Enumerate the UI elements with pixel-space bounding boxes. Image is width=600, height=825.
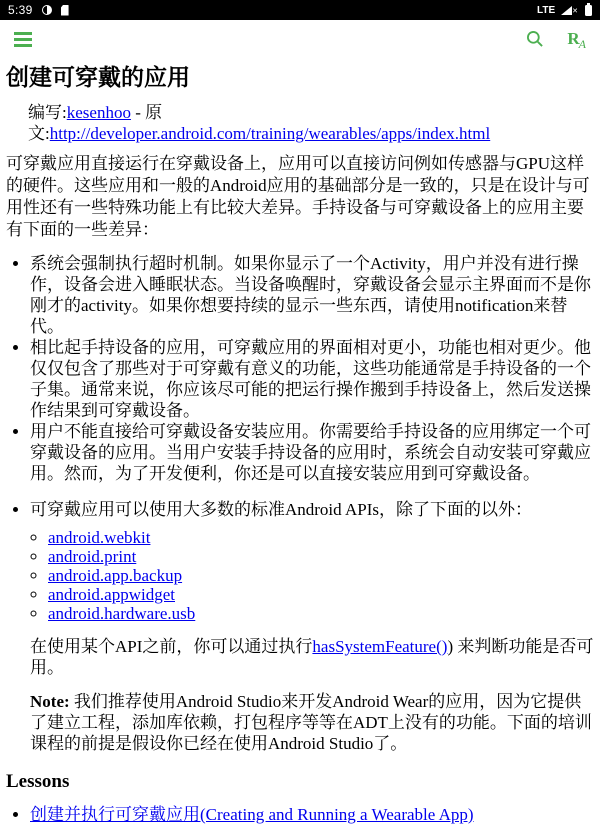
apis-intro-text: 可穿戴应用可以使用大多数的标准Android APIs，除了下面的以外： <box>30 500 532 519</box>
list-item <box>30 499 594 754</box>
api-check-paragraph <box>30 636 594 678</box>
api-check-after: ) 来判断功能是否可用。 <box>30 637 594 677</box>
font-settings-button[interactable] <box>567 29 586 51</box>
api-link[interactable]: android.hardware.usb <box>48 604 196 623</box>
list-item: • 系统会强制执行超时机制。如果你显示了一个Activity，用户并没有进行操作，设备会进入睡眠状态。当设备唤醒时，穿戴设备会显示主界面而不是你刚才的activity。如果你想要持续的显示一些东西，请使用notification来替代。 <box>30 253 594 337</box>
source-url-link[interactable]: http://developer.android.com/training/wearables/apps/index.html <box>49 124 491 143</box>
clock-time: 5:39 <box>8 3 33 17</box>
api-link[interactable]: android.app.backup <box>48 566 183 585</box>
list-item: • 相比起手持设备的应用，可穿戴应用的界面相对更小，功能也相对更少。他仅仅包含了那些对于可穿戴有意义的功能，这些功能通常是手持设备的一个子集。通常来说，你应该尽可能的把运行操作搬到手持设备上，然后发送操作结果到可穿戴设备。 <box>30 337 594 421</box>
list-item <box>48 604 594 623</box>
list-item <box>30 804 594 825</box>
api-link[interactable]: android.webkit <box>48 528 151 547</box>
article-content <box>0 64 600 825</box>
lesson-link[interactable]: 创建并执行可穿戴应用(Creating and Running a Wearable App) <box>30 805 474 824</box>
note-label: Note: <box>30 692 70 711</box>
sim-card-icon <box>61 5 69 16</box>
note-paragraph <box>30 691 594 754</box>
menu-button[interactable] <box>14 32 32 47</box>
network-type-label: LTE <box>536 4 556 16</box>
list-item <box>48 547 594 566</box>
battery-icon <box>585 5 592 16</box>
excluded-apis-list <box>30 528 594 623</box>
status-bar <box>0 0 600 20</box>
signal-strength-icon: ✕ <box>561 6 578 15</box>
app-toolbar <box>0 20 600 58</box>
search-button[interactable] <box>525 29 545 49</box>
differences-list <box>6 253 594 754</box>
search-icon <box>525 29 545 49</box>
font-settings-icon: RA <box>567 29 586 51</box>
hamburger-icon <box>14 32 32 47</box>
api-check-before: 在使用某个API之前，你可以通过执行 <box>30 637 313 656</box>
api-link[interactable]: android.print <box>48 547 137 566</box>
list-item <box>48 585 594 604</box>
note-text: 我们推荐使用Android Studio来开发Android Wear的应用，因为它提供了建立工程，添加库依赖，打包程序等等在ADT上没有的功能。下面的培训课程的前提是假设你已经在使用Android Studio了。 <box>30 692 592 753</box>
byline <box>28 102 594 144</box>
page-title: 创建可穿戴的应用 <box>6 65 190 90</box>
data-saver-icon <box>42 5 52 15</box>
byline-prefix: 编写: <box>28 103 67 122</box>
list-item <box>48 566 594 585</box>
intro-paragraph: 可穿戴应用直接运行在穿戴设备上，应用可以直接访问例如传感器与GPU这样的硬件。这些应用和一般的Android应用的基础部分是一致的，只是在设计与可用性还有一些特殊功能上有比较大差异。手持设备与可穿戴设备上的应用主要有下面的一些差异： <box>6 154 590 239</box>
byline-separator: - 原文: <box>28 103 163 143</box>
author-link[interactable]: kesenhoo <box>66 103 131 122</box>
lessons-heading: Lessons <box>6 771 70 792</box>
lessons-list <box>6 804 594 825</box>
has-system-feature-link[interactable]: hasSystemFeature() <box>312 637 448 656</box>
list-item <box>48 528 594 547</box>
api-link[interactable]: android.appwidget <box>48 585 175 604</box>
list-item: • 用户不能直接给可穿戴设备安装应用。你需要给手持设备的应用绑定一个可穿戴设备的应用。当用户安装手持设备的应用时，系统会自动安装可穿戴应用。然而，为了开发便利，你还是可以直接安装应用到可穿戴设备。 <box>30 421 594 484</box>
